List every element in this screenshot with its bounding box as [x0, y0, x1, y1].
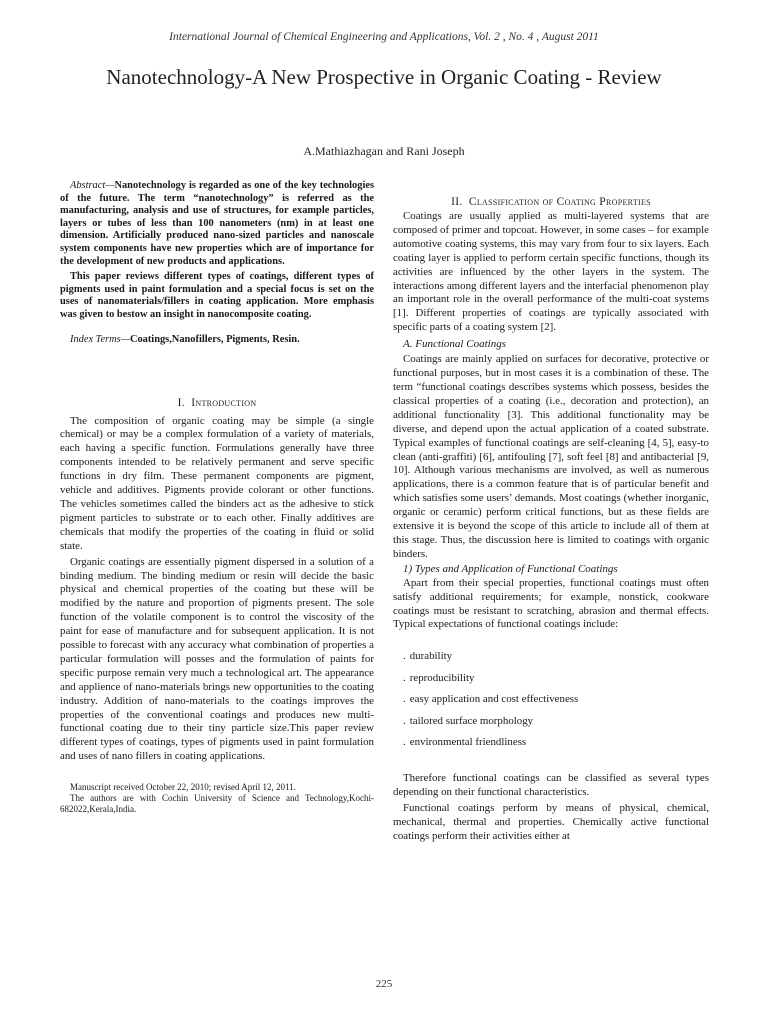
section-1-heading — [60, 397, 374, 409]
index-terms-dash: — — [120, 333, 130, 345]
index-terms-label: Index Terms — [70, 333, 121, 345]
list-item-text: easy application and cost effectiveness — [409, 693, 579, 706]
expectations-list — [393, 646, 709, 754]
paper-authors: A.Mathiazhagan and Rani Joseph — [303, 144, 465, 158]
bullet-marker: . — [403, 671, 406, 684]
list-item — [393, 668, 709, 690]
subsection-1-heading: 1) Types and Application of Functional Coatings — [403, 562, 618, 575]
abstract-label: Abstract — [70, 180, 106, 191]
bullet-marker: . — [403, 693, 406, 706]
list-item — [393, 689, 709, 711]
intro-paragraph-2: Organic coatings are essentially pigment dispersed in a solution of a binding medium. The binding medium or resin will decide the basic physical and chemical properties of the coating but these will be modified by the nature and proportion of pigments present. The sole function of the volatile component is to control the viscosity of the paint for ease of manufacture and for subsequent application. It is not possible to forecast with any accuracy what combination of properties a particular formulation will posses and the formulation of paints for specific purpose remain very much a technological art. The appearance and applience of nano-materials brings new opportunities to the coating industry. Addition of nano-materials to the coatings improves the properties of the conventional coatings and produces new multi-functional coating due to their tiny particle size.This paper review different types of coatings, types of pigments used in paint formulation and uses of nano fillers in coating applications. — [60, 555, 374, 763]
section-2-title: Classification of Coating Properties — [468, 196, 651, 208]
journal-header: International Journal of Chemical Engineering and Applications, Vol. 2 , No. 4 , August 2011 — [169, 31, 599, 43]
bullet-marker: . — [403, 714, 406, 727]
footnote-affiliation: The authors are with Cochin University of Science and Technology,Kochi-682022,Kerala,India. — [60, 793, 374, 815]
list-item-text: durability — [409, 650, 453, 663]
page-number: 225 — [375, 978, 393, 990]
footnote-manuscript: Manuscript received October 22, 2010; revised April 12, 2011. — [70, 782, 296, 793]
list-item-text: reproducibility — [409, 671, 475, 684]
list-item-text: tailored surface morphology — [409, 714, 534, 727]
right-column — [393, 196, 709, 843]
paper-title: Nanotechnology-A New Prospective in Organic Coating - Review — [106, 65, 662, 89]
bullet-marker: . — [403, 736, 406, 749]
classification-summary-paragraph: Therefore functional coatings can be classified as several types depending on their functional characteristics. — [393, 771, 709, 798]
section-1-number: I. — [177, 396, 185, 409]
bullet-marker: . — [403, 650, 406, 663]
left-column — [60, 180, 374, 815]
list-item — [393, 711, 709, 733]
section-2-heading — [393, 196, 709, 208]
classification-paragraph-1: Coatings are usually applied as multi-layered systems that are composed of primer and topcoat. However, in some cases – for example automotive coating systems, this may vary from four to six layers. Each coating layer is applied to perform certain specific functions, though its activities are influenced by the other layers in the system. The interactions among different layers and the interfacial phenomenon play an important role in the overall performance of the multi-coat systems [1]. Different properties of coatings are typically associated with specific parts of a coating system [2]. — [393, 210, 709, 334]
abstract-paragraph-2: This paper reviews different types of coatings, different types of pigments used in paint formulation and a special focus is set on the uses of nanomaterials/fillers in coating application. More emphasis was given to bestow an insight in nanocomposite coating. — [60, 271, 374, 320]
abstract-text-1: Nanotechnology is regarded as one of the key technologies of the future. The term “nanotechnology” is referred as the manufacturing, analysis and use of structures, for example particles, layers or tubes of less than 100 nanometers (nm) in at least one dimension. Artificially produced nano-sized particles and nanoscale system components have new properties which are of importance for the development of new products and applications. — [60, 180, 374, 267]
index-terms-text: Coatings,Nanofillers, Pigments, Resin. — [129, 333, 300, 345]
abstract-dash: — — [105, 180, 115, 191]
list-item — [393, 646, 709, 668]
index-terms — [60, 334, 374, 345]
list-item — [393, 732, 709, 754]
functional-coatings-paragraph: Coatings are mainly applied on surfaces for decorative, protective or functional purposes, but in most cases it is a combination of these. The term “functional coatings describes systems which possess, besides the classical properties of a coating (i.e., decoration and protection), an additional functionality [3]. This additional functionality may be diverse, and depend upon the actual application of a coated substrate. Typical examples of functional coatings are self-cleaning [4, 5], easy-to clean (anti-graffiti) [6], antifouling [7], soft feel [8] and antibacterial [9, 10]. Although various mechanisms are involved, as well as numerous applications, there is a common feature that is of particular benefit and which satisfies some users’ demands. Most coatings (whether inorganic, organic or ceramic) perform critical functions, but as these fields are extensive it is beyond the scope of this article to include all of them at this stage. Thus, the discussion here is limited to coatings with organic binders. — [393, 353, 709, 560]
types-paragraph: Apart from their special properties, functional coatings must often satisfy additional requirements; for example, nonstick, cookware coatings must be resistant to scratching, abrasion and thermal effects. Typical expectations of functional coatings include: — [393, 576, 709, 631]
list-item-text: environmental friendliness — [409, 736, 527, 749]
subsection-a-heading: A. Functional Coatings — [403, 338, 506, 351]
functional-performance-paragraph: Functional coatings perform by means of physical, chemical, mechanical, thermal and properties. Chemically active functional coatings perform their activities either at — [393, 801, 709, 842]
section-1-title: Introduction — [191, 396, 257, 409]
intro-paragraph-1: The composition of organic coating may be simple (a single chemical) or may be a complex formulation of a variety of materials, each having a specific function. Formulations generally have three components intended to be relatively permanent and serve specific functions in dry film. These permanent components are pigment, vehicle and additives. Pigments provide colorant or other functions. The vehicles sometimes called the binders act as the adhesive to stick pigment particles to substrate or to each other. Finally additives are chemicals that modify the properties of the coating in fluid or solid state. — [60, 414, 374, 552]
abstract-paragraph-1 — [60, 180, 374, 268]
section-2-number: II. — [451, 196, 463, 208]
